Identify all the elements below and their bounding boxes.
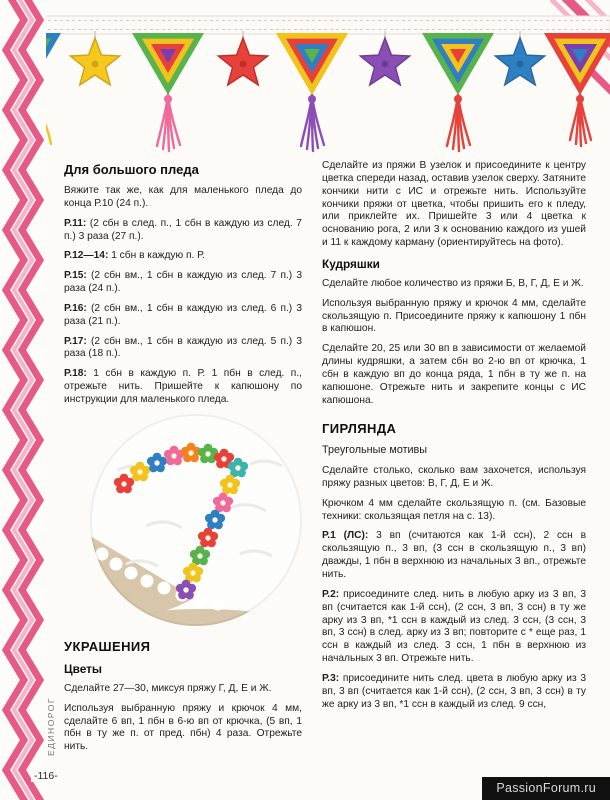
garland-star (360, 31, 409, 85)
row-text: 1 сбн в каждую п. Р. 1 пбн в след. п., отрежьте нить. Пришейте к капюшону по инструкции для маленького пледа. (64, 368, 302, 405)
row-text: (2 сбн вм., 1 сбн в каждую из след. 7 п.) 3 раза (24 п.). (64, 270, 302, 295)
curls-paragraph: Сделайте любое количество из пряжи Б, В, Г, Д, Е и Ж. (322, 277, 584, 289)
row-label: Р.11: (64, 217, 87, 229)
row-label: Р.1 (ЛС): (322, 530, 369, 542)
page-number: -116- (31, 770, 61, 782)
row-label: Р.15: (64, 270, 87, 282)
row-label: Р.17: (64, 335, 87, 347)
row-label: Р.3: (322, 672, 340, 684)
garland-triangle (422, 33, 494, 95)
row-label: Р.18: (64, 368, 87, 380)
curls-paragraph: Используя выбранную пряжу и крючок 4 мм, сделайте скользящую п. Присоедините пряжу к капюшону 1 пбн в капюшон. (322, 297, 586, 335)
row-text: (2 сбн вм., 1 сбн в каждую из след. 5 п.) 3 раза (18 п.). (64, 335, 302, 360)
attach-flowers-paragraph: Сделайте из пряжи В узелок и присоедините к центру цветка спереди назад, оставив узелок сверху. Затяните кончики нити с ИС и отрежьте нить. Используйте кончики пряжи от цветка, чтобы пришить его к пледу, или приклейте их. Пришейте 3 или 4 цветка к основанию рога, 2 или 3 к основанию каждого из ушей и 11 к каждому карману (ориентируйтесь на фото). (322, 160, 586, 249)
garland-ribbon (0, 16, 610, 34)
heading-curls: Кудряшки (322, 256, 380, 271)
garland-star (495, 31, 544, 85)
intro-paragraph: Вяжите так же, как для маленького пледа до конца Р.10 (24 п.). (64, 185, 302, 209)
row-text: (2 сбн вм., 1 сбн в каждую из след. 6 п.) 3 раза (21 п.). (64, 302, 302, 327)
watermark: PassionForum.ru (482, 777, 610, 800)
heading-garland: ГИРЛЯНДА (322, 420, 397, 436)
garland-paragraph: Крючком 4 мм сделайте скользящую п. (см. Базовые техники: скользящая петля на с. 13). (322, 497, 586, 522)
subheading-triangle-motifs: Треугольные мотивы (322, 443, 428, 456)
row-label: Р.12—14: (64, 250, 109, 262)
garland-tassel (301, 95, 324, 151)
flowers-paragraph: Сделайте 27—30, миксуя пряжу Г, Д, Е и Ж. (64, 682, 272, 694)
pattern-row-r15 (64, 270, 302, 296)
spine-label: ЕДИНОРОГ (46, 697, 56, 756)
row-text: присоедините след. нить в любую арку из 3 вп, 3 вп (считается как 1-й ссн), (2 ссн, 3 вп, 3 ссн) в ту же арку из 3 вп, *1 ссн в каждый из след. 3 ссн, (3 ссн, 3 вп, 3 ссн) в след. арку из 3 вп; повторите с * еще раз, 1 ссн в каждый из след. 3 ссн, 1 пбн в верхнюю из начальных 3 вп. Отрежьте нить. (322, 588, 586, 665)
pattern-row-r2 (322, 589, 586, 666)
garland-paragraph: Сделайте столько, сколько вам захочется, используя пряжу разных цветов: В, Г, Д, Е и Ж. (322, 465, 586, 489)
left-column (64, 160, 302, 761)
garland-tassel (157, 95, 180, 151)
pattern-row-r12-14 (64, 250, 302, 263)
garland-banner-photo (0, 0, 610, 158)
heading-big-blanket: Для большого пледа (64, 162, 199, 177)
garland-tassel (447, 95, 470, 151)
garland-triangle (544, 33, 610, 95)
right-column (322, 160, 586, 761)
pattern-row-r1 (322, 530, 586, 581)
garland-triangle (276, 33, 348, 95)
flowers-paragraph: Используя выбранную пряжу и крючок 4 мм, сделайте 6 вп, 1 пбн в 6-ю вп от крючка, (5 вп, 1 пбн в ту же п. от пред. пбн) 4 раза. Отрежьте нить. (64, 702, 302, 753)
pattern-row-r11 (64, 218, 302, 244)
garland-star (218, 31, 267, 85)
pattern-row-r16 (64, 303, 302, 329)
garland-triangle (132, 33, 204, 95)
curls-paragraph: Сделайте 20, 25 или 30 вп в зависимости от желаемой длины кудряшки, а затем сбн во 2-ю вп от крючка, 1 сбн в каждую вп до конца ряда, 1 пбн в ту же п. на капюшоне. Отрежьте нить и закрепите концы с ИС капюшона. (322, 343, 586, 406)
heading-decorations: УКРАШЕНИЯ (64, 638, 151, 654)
zigzag-border (0, 0, 46, 800)
heading-flowers: Цветы (64, 661, 102, 676)
pattern-row-r18 (64, 368, 302, 407)
garland-star (70, 31, 119, 85)
row-text: (2 сбн в след. п., 1 сбн в каждую из след. 7 п.) 3 раза (27 п.). (64, 217, 302, 242)
page-content (64, 160, 586, 761)
garland-tassel (570, 95, 591, 146)
pattern-row-r3 (322, 673, 586, 712)
row-text: 3 вп (считаются как 1-й ссн), 2 ссн в скользящую п., 3 вп, (3 ссн в скользящую п., 3 вп) дважды, 1 пбн в верхнюю из начальных 3 вп., отрежьте нить. (322, 530, 586, 580)
pattern-row-r17 (64, 336, 302, 362)
row-label: Р.16: (64, 302, 87, 314)
row-text: 1 сбн в каждую п. Р. (111, 250, 205, 262)
flower-blanket-photo (90, 414, 302, 626)
row-label: Р.2: (322, 588, 340, 600)
row-text: присоедините нить след. цвета в любую арку из 3 вп, 3 вп (считается как 1-й ссн), (2 ссн, 3 вп, 3 ссн) в ту же арку из 3 вп, *1 ссн в каждый из след. 9 ссн, (322, 672, 586, 710)
